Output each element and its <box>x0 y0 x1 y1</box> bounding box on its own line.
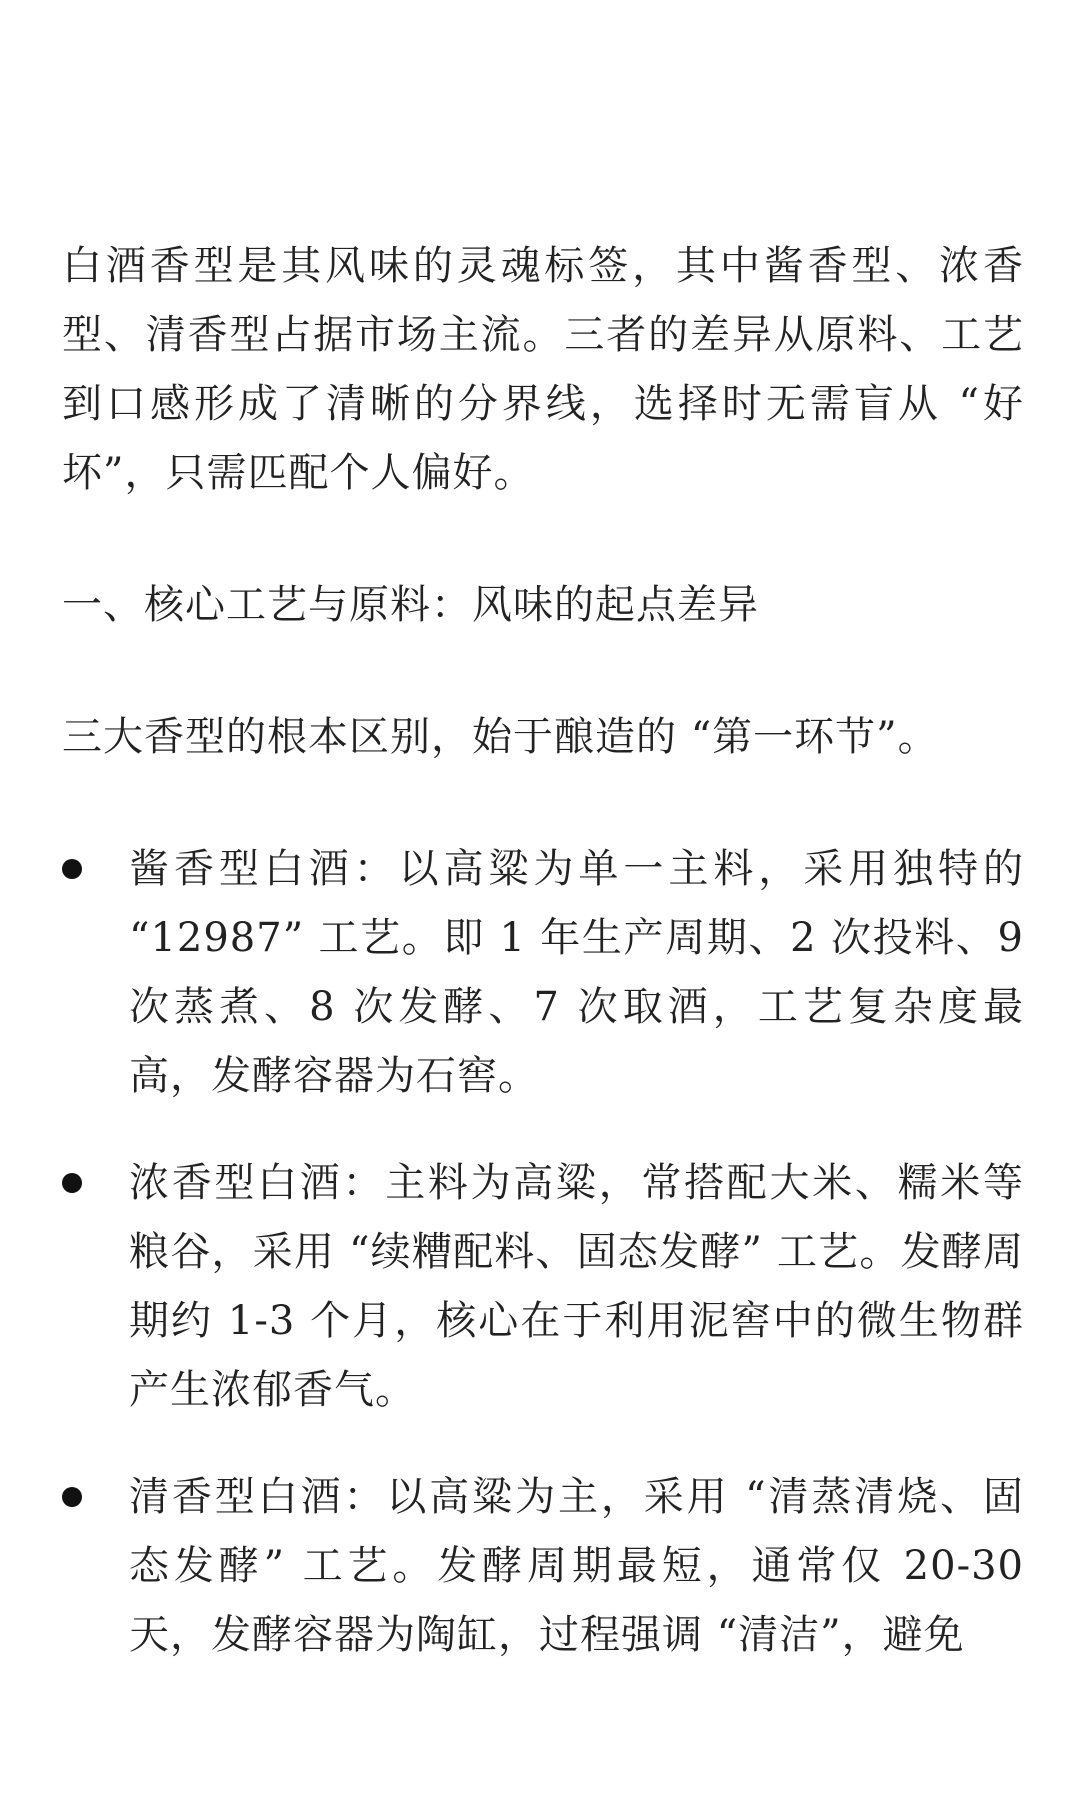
list-item <box>62 835 1024 1111</box>
bullet-text-strong-flavor: 浓香型白酒：主料为高粱，常搭配大米、糯米等粮谷，采用 “续糟配料、固态发酵” 工艺。发酵周期约 1-3 个月，核心在于利用泥窖中的微生物群产生浓郁香气。 <box>129 1160 1024 1413</box>
process-bullet-list <box>62 835 1024 1670</box>
intro-paragraph: 白酒香型是其风味的灵魂标签，其中酱香型、浓香型、清香型占据市场主流。三者的差异从原料、工艺到口感形成了清晰的分界线，选择时无需盲从 “好坏”，只需匹配个人偏好。 <box>62 243 1024 496</box>
section-heading: 一、核心工艺与原料：风味的起点差异 <box>62 582 759 628</box>
bullet-text-maotai-flavor: 酱香型白酒：以高粱为单一主料，采用独特的 “12987” 工艺。即 1 年生产周期、2 次投料、9 次蒸煮、8 次发酵、7 次取酒，工艺复杂度最高，发酵容器为石窖。 <box>129 846 1024 1099</box>
list-item <box>62 1149 1024 1425</box>
list-item <box>62 1463 1024 1670</box>
bullet-dot-icon <box>62 1487 82 1507</box>
bullet-dot-icon <box>62 1173 82 1193</box>
section-lead-paragraph: 三大香型的根本区别，始于酿造的 “第一环节”。 <box>62 714 939 760</box>
bullet-dot-icon <box>62 859 82 879</box>
bullet-text-light-flavor: 清香型白酒：以高粱为主，采用 “清蒸清烧、固态发酵” 工艺。发酵周期最短，通常仅 20-30 天，发酵容器为陶缸，过程强调 “清洁”，避免 <box>129 1474 1024 1658</box>
